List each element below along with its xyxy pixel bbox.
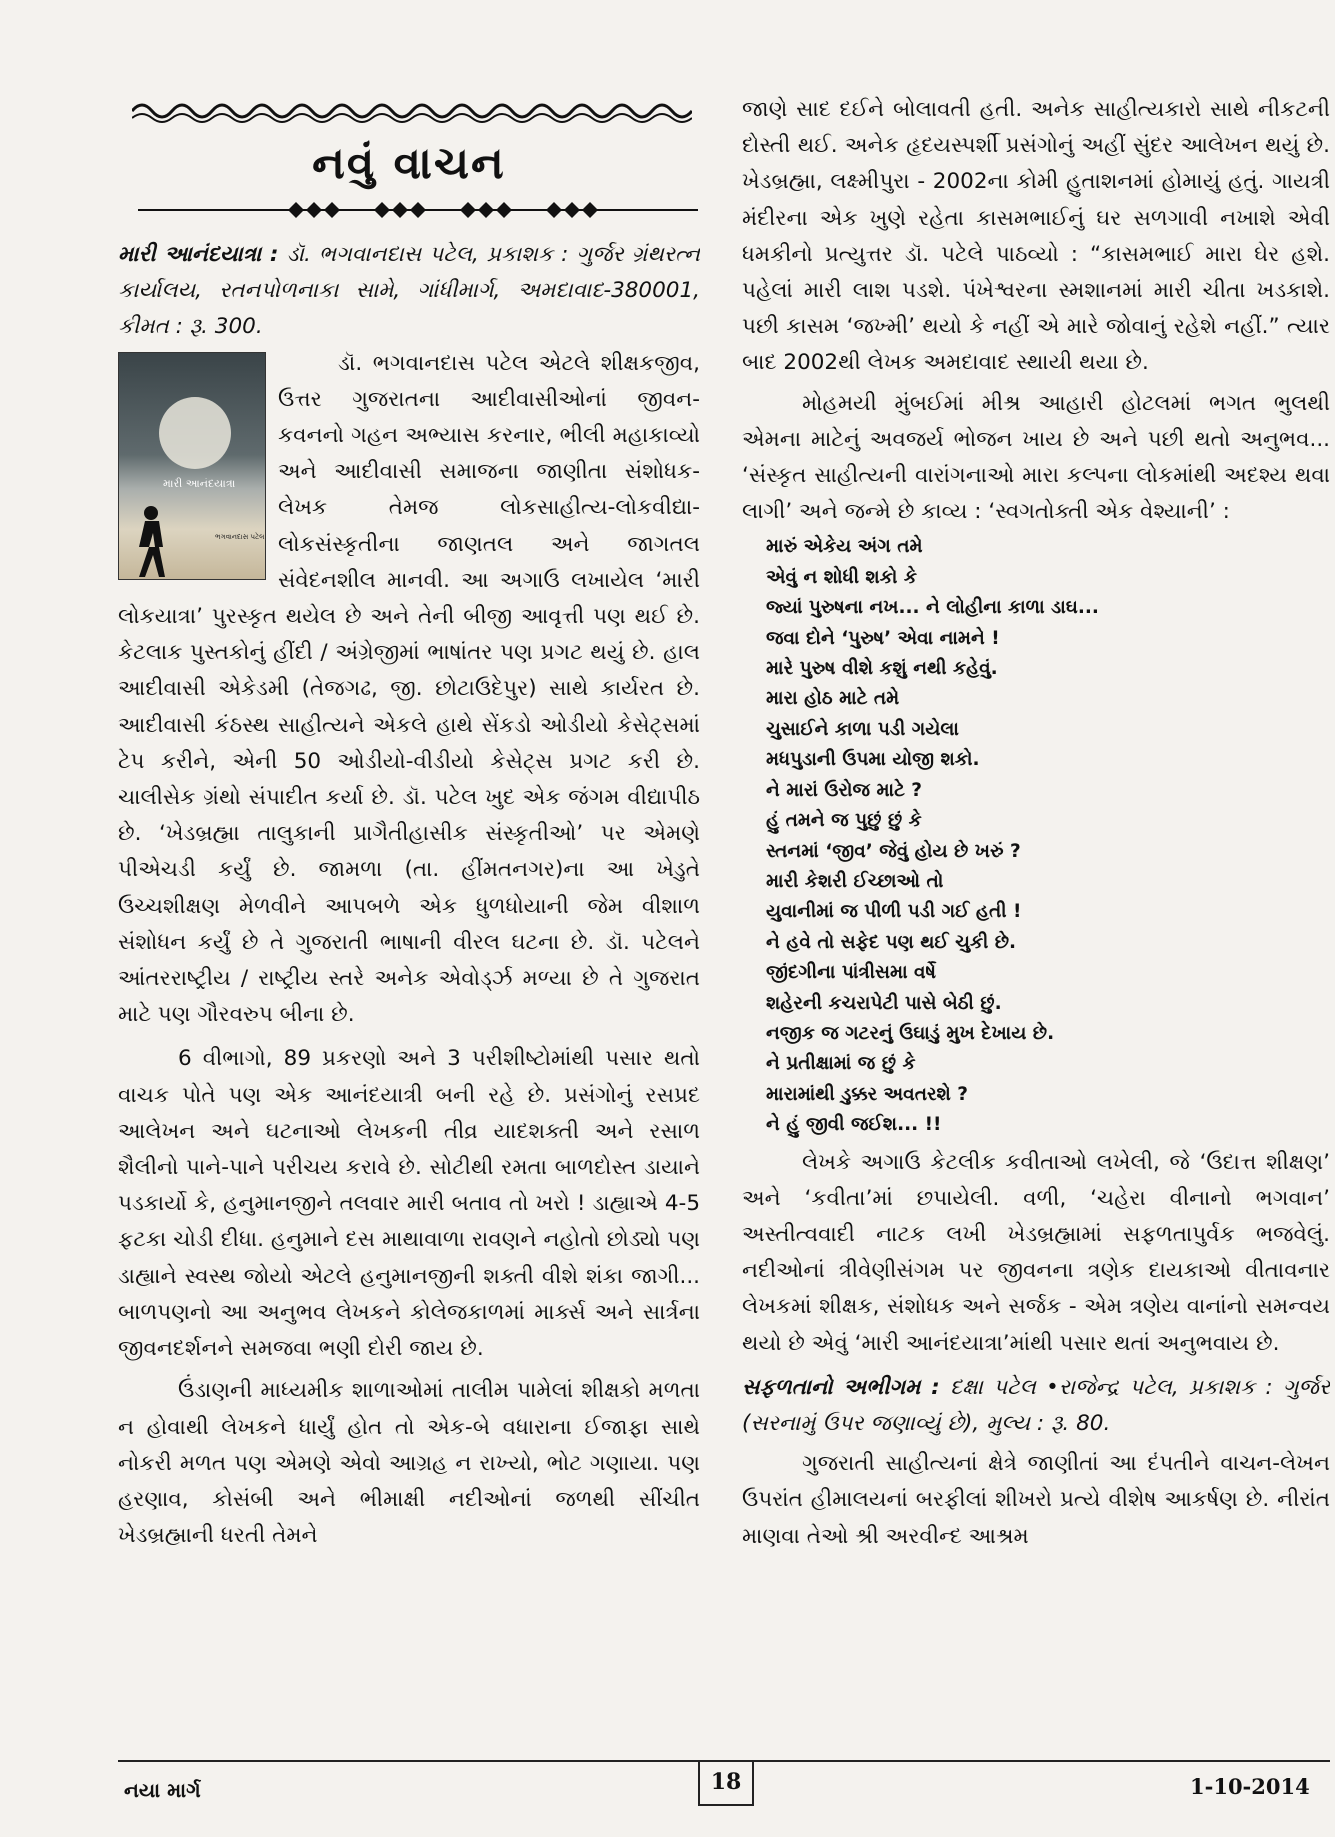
poem-line: મધપુડાની ઉપમા યોજી શકો. — [766, 749, 980, 771]
publication-name: નયા માર્ગ — [124, 1778, 201, 1802]
poem-line: મારે પુરુષ વીશે કશું નથી કહેવું. — [766, 658, 998, 680]
poem-line: એવું ન શોધી શકો કે — [766, 566, 917, 588]
diamond-divider-icon — [138, 197, 698, 223]
paragraph: 6 વીભાગો, 89 પ્રકરણો અને 3 પરીશીષ્ટોમાંથી પસાર થતો વાચક પોતે પણ એક આનંદયાત્રી બની રહે છે. પ્રસંગોનું રસપ્રદ આલેખન અને ઘટનાઓ લેખકની તીવ્ર યાદશક્તી અને રસાળ શૈલીનો પાને-પાને પરીચય કરાવે છે. સોટીથી રમતા બાળદોસ્ત ડાયાને પડકાર્યો કે, હનુમાનજીને તલવાર મારી બતાવ તો ખરો ! ડાહ્યાએ 4-5 ફટકા ચોડી દીધા. હનુમાને દસ માથાવાળા રાવણને નહોતો છોડ્યો પણ ડાહ્યાને સ્વસ્થ જોયો એટલે હનુમાનજીની શક્તી વીશે શંકા જાગી... બાળપણનો આ અનુભવ લેખકને કોલેજકાળમાં માર્ક્સ અને સાર્ત્રના જીવનદર્શનને સમજવા ભણી દોરી જાય છે. — [118, 1046, 700, 1362]
poem-line: જવા દોને ‘પુરુષ’ એવા નામને ! — [766, 627, 1000, 649]
poem-line: મારા હોઠ માટે તમે — [766, 688, 900, 710]
poem-line: જ્યાં પુરુષના નખ... ને લોહીના કાળા ડાઘ... — [766, 597, 1099, 619]
poem-line: જીંદગીના પાંત્રીસમા વર્ષે — [766, 962, 936, 984]
poem-line: નજીક જ ગટરનું ઉઘાડું મુખ દેખાય છે. — [766, 1022, 1055, 1044]
right-column — [742, 92, 1330, 1752]
walking-person-icon — [125, 503, 185, 579]
moon-icon — [159, 397, 231, 469]
issue-date: 1-10-2014 — [1190, 1774, 1310, 1799]
book-intro — [118, 237, 700, 346]
book-cover-image — [118, 352, 266, 580]
book-details-2: દક્ષા પટેલ •રાજેન્દ્ર પટેલ, પ્રકાશક : ગુર્જર (સરનામું ઉપર જણાવ્યું છે), મુલ્ય : રૂ. 80. — [742, 1374, 1330, 1436]
poem-line: ને પ્રતીક્ષામાં જ છું કે — [766, 1053, 916, 1075]
paragraph: ડૉ. ભગવાનદાસ પટેલ એટલે શીક્ષકજીવ, ઉત્તર ગુજરાતના આદીવાસીઓનાં જીવન- કવનનો ગહન અભ્યાસ કરનાર, ભીલી મહાકાવ્યો અને આદીવાસી સમાજના જાણીતા સંશોધક-લેખક તેમજ લોકસાહીત્ય-લોકવીદ્યા-લોકસંસ્કૃતીના જાણતલ અને જાગતલ સંવેદનશીલ માનવી. આ અગાઉ લખાયેલ ‘મારી લોકયાત્રા’ પુરસ્કૃત થયેલ છે અને તેની બીજી આવૃત્તી પણ થઈ છે. કેટલાક પુસ્તકોનું હીંદી / અંગ્રેજીમાં ભાષાંતર પણ પ્રગટ થયું છે. હાલ આદીવાસી એકેડમી (તેજગઢ, જી. છોટાઉદેપુર) સાથે કાર્યરત છે. આદીવાસી કંઠસ્થ સાહીત્યને એકલે હાથે સેંકડો ઓડીયો કેસેટ્સમાં ટેપ કરીને, એની 50 ઓડીયો-વીડીયો કેસેટ્સ પ્રગટ કરી છે. ચાલીસેક ગ્રંથો સંપાદીત કર્યા છે. ડૉ. પટેલ ખુદ એક જંગમ વીદ્યાપીઠ છે. ‘ખેડબ્રહ્મા તાલુકાની પ્રાગૈતીહાસીક સંસ્કૃતીઓ’ પર એમણે પીએચડી કર્યું છે. જામળા (તા. હીંમતનગર)ના આ ખેડુતે ઉચ્ચશીક્ષણ મેળવીને આપબળે એક ધુળધોયાની જેમ વીશાળ સંશોધન કર્યું છે તે ગુજરાતી ભાષાની વીરલ ઘટના છે. ડૉ. પટેલને આંતરરાષ્ટ્રીય / રાષ્ટ્રીય સ્તરે અનેક એવોર્ડ્ઝ મળ્યા છે તે ગુજરાત માટે પણ ગૌરવરુપ બીના છે. — [118, 350, 700, 1028]
cover-title: મારી આનંદયાત્રા — [163, 476, 236, 490]
poem-line: મારામાંથી ડુક્કર અવતરશે ? — [766, 1083, 968, 1105]
poem-line: યુવાનીમાં જ પીળી પડી ગઈ હતી ! — [766, 901, 1022, 923]
book-title-2: સફળતાનો અભીગમ : — [742, 1374, 940, 1400]
page-number: 18 — [698, 1762, 754, 1806]
poem-line: સ્તનમાં ‘જીવ’ જેવું હોય છે ખરું ? — [766, 840, 1021, 862]
poem-line: ને મારાં ઉરોજ માટે ? — [766, 779, 923, 801]
section-title: નવું વાચન — [312, 138, 506, 189]
poem-line: ચુસાઈને કાળા પડી ગયેલા — [766, 718, 959, 740]
poem-line: ને હવે તો સફેદ પણ થઈ ચુકી છે. — [766, 931, 1017, 953]
poem-line: મારી કેશરી ઈચ્છાઓ તો — [766, 870, 944, 892]
wave-ornament-icon — [132, 98, 692, 124]
poem-line: ને હું જીવી જઈશ... !! — [766, 1114, 942, 1136]
poem-line: મારું એકેય અંગ તમે — [766, 536, 923, 558]
book-details: ડૉ. ભગવાનદાસ પટેલ, પ્રકાશક : ગુર્જર ગ્રંથરત્ન કાર્યાલય, રતનપોળનાકા સામે, ગાંધીમાર્ગ, અમદાવાદ-380001, કીમત : રૂ. 300. — [118, 242, 700, 340]
poem-line: શહેરની કચરાપેટી પાસે બેઠી છું. — [766, 992, 1002, 1014]
paragraph: ઉંડાણની માધ્યમીક શાળાઓમાં તાલીમ પામેલાં શીક્ષકો મળતા ન હોવાથી લેખકને ધાર્યું હોત તો એક-બે વધારાના ઈજાફા સાથે નોકરી મળત પણ એમણે એવો આગ્રહ ન રાખ્યો, ભોટ ગણાયા. પણ હરણાવ, કોસંબી અને ભીમાક્ષી નદીઓનાં જળથી સીંચીત ખેડબ્રહ્માની ધરતી તેમને — [118, 1378, 700, 1549]
book-intro-2 — [742, 1370, 1330, 1442]
poem-line: હું તમને જ પુછું છું કે — [766, 810, 922, 832]
paragraph: ગુજરાતી સાહીત્યનાં ક્ષેત્રે જાણીતાં આ દંપતીને વાચન-લેખન ઉપરાંત હીમાલયનાં બરફીલાં શીખરો પ્રત્યે વીશેષ આકર્ષણ છે. નીરાંત માણવા તેઓ શ્રી અરવીન્દ આશ્રમ — [742, 1451, 1330, 1549]
cover-author: ભગવાનદાસ પટેલ — [215, 532, 265, 541]
paragraph: મોહમયી મુંબઈમાં મીશ્ર આહારી હોટલમાં ભગત ભુલથી એમના માટેનું અવજર્ય ભોજન ખાય છે અને પછી થતો અનુભવ... ‘સંસ્કૃત સાહીત્યની વારાંગનાઓ મારા કલ્પના લોકમાંથી અદશ્ય થવા લાગી’ અને જન્મે છે કાવ્ય : ‘સ્વગતોક્તી એક વેશ્યાની’ : — [742, 390, 1330, 525]
book-title: મારી આનંદયાત્રા : — [118, 242, 279, 267]
poem — [742, 532, 1330, 1140]
paragraph: જાણે સાદ દઈને બોલાવતી હતી. અનેક સાહીત્યકારો સાથે નીકટની દોસ્તી થઈ. અનેક હૃદયસ્પર્શી પ્રસંગોનું અહીં સુંદર આલેખન થયું છે. ખેડબ્રહ્મા, લક્ષ્મીપુરા - 2002ના કોમી હુતાશનમાં હોમાયું હતું. ગાયત્રી મંદીરના એક ખુણે રહેતા કાસમભાઈનું ઘર સળગાવી નખાશે એવી ધમકીનો પ્રત્યુત્તર ડૉ. પટેલે પાઠવ્યો : “કાસમભાઈ મારા ઘેર હશે. પહેલાં મારી લાશ પડશે. પંખેશ્વરના સ્મશાનમાં મારી ચીતા ખડકાશે. પછી કાસમ ‘જખ્મી’ થયો કે નહીં એ મારે જોવાનું રહેશે નહીં.” ત્યાર બાદ 2002થી લેખક અમદાવાદ સ્થાયી થયા છે. — [742, 97, 1330, 376]
paragraph: લેખકે અગાઉ કેટલીક કવીતાઓ લખેલી, જે ‘ઉદાત્ત શીક્ષણ’ અને ‘કવીતા’માં છપાયેલી. વળી, ‘ચહેરા વીનાનો ભગવાન’ અસ્તીત્વવાદી નાટક લખી ખેડબ્રહ્મામાં સફળતાપુર્વક ભજવેલું. નદીઓનાં ત્રીવેણીસંગમ પર જીવનના ત્રણેક દાયકાઓ વીતાવનાર લેખકમાં શીક્ષક, સંશોધક અને સર્જક - એમ ત્રણેય વાનાંનો સમન્વય થયો છે એવું ‘મારી આનંદયાત્રા’માંથી પસાર થતાં અનુભવાય છે. — [742, 1149, 1330, 1356]
left-column — [118, 92, 700, 1752]
